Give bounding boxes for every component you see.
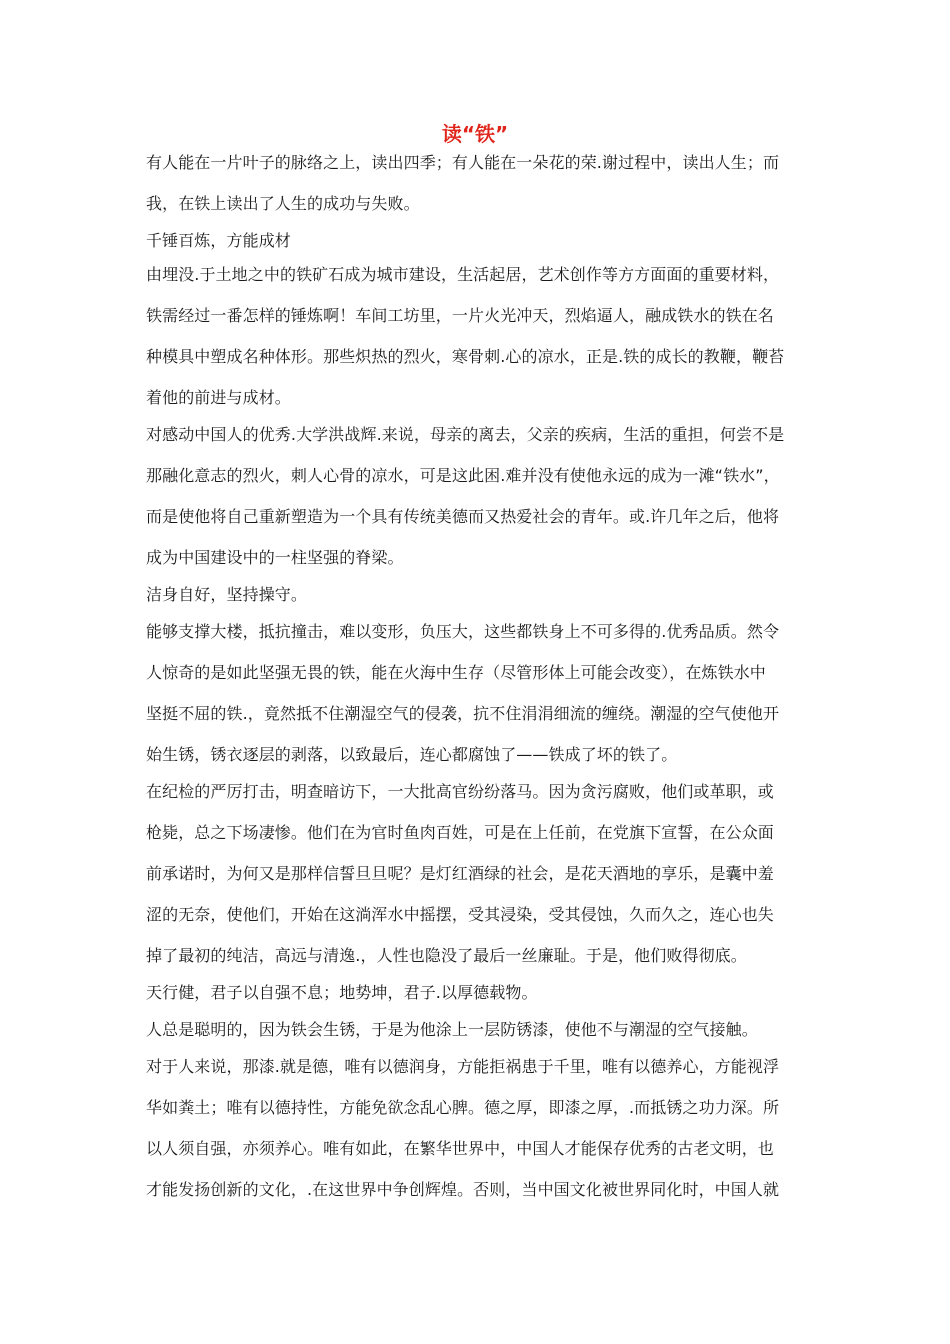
text-line: 以人须自强，亦须养心。唯有如此，在繁华世界中，中国人才能保存优秀的古老文明，也 [146, 1139, 774, 1158]
section-heading: 洁身自好，坚持操守。 [146, 585, 308, 604]
text-line: 成为中国建设中的一柱坚强的脊梁。 [146, 548, 404, 567]
text-line: 人惊奇的是如此坚强无畏的铁，能在火海中生存（尽管形体上可能会改变），在炼铁水中 [146, 663, 766, 682]
text-line: 对感动中国人的优秀.大学洪战辉.来说，母亲的离去，父亲的疾病，生活的重担，何尝不是 [146, 425, 785, 444]
essay-title: 读“铁” [441, 122, 509, 146]
text-line: 始生锈，锈衣逐层的剥落，以致最后，连心都腐蚀了——铁成了坏的铁了。 [146, 745, 678, 764]
text-line: 前承诺时，为何又是那样信誓旦旦呢？是灯红酒绿的社会，是花天酒地的享乐，是囊中羞 [146, 864, 774, 883]
text-line: 我，在铁上读出了人生的成功与失败。 [146, 194, 420, 213]
text-line: 由埋没.于土地之中的铁矿石成为城市建设，生活起居，艺术创作等方方面面的重要材料， [146, 265, 780, 284]
section-heading: 天行健，君子以自强不息；地势坤，君子.以厚德载物。 [146, 983, 538, 1002]
text-line: 对于人来说，那漆.就是德，唯有以德润身，方能拒祸患于千里，唯有以德养心，方能视浮 [146, 1057, 780, 1076]
text-line: 在纪检的严厉打击，明查暗访下，一大批高官纷纷落马。因为贪污腐败，他们或革职，或 [146, 782, 774, 801]
text-line: 华如粪土；唯有以德持性，方能免欲念乱心脾。德之厚，即漆之厚，.而抵锈之功力深。所 [146, 1098, 780, 1117]
text-line: 铁需经过一番怎样的锤炼啊！车间工坊里，一片火光冲天，烈焰逼人，融成铁水的铁在名 [146, 306, 774, 325]
text-line: 才能发扬创新的文化，.在这世界中争创辉煌。否则，当中国文化被世界同化时，中国人就 [146, 1180, 780, 1199]
text-line: 坚挺不屈的铁.，竟然抵不住潮湿空气的侵袭，抗不住涓涓细流的缠绕。潮湿的空气使他开 [146, 704, 780, 723]
section-heading: 千锤百炼，方能成材 [146, 231, 291, 250]
text-line: 种模具中塑成名种体形。那些炽热的烈火，寒骨刺.心的凉水，正是.铁的成长的教鞭，鞭苔 [146, 347, 785, 366]
text-line: 而是使他将自己重新塑造为一个具有传统美德而又热爱社会的青年。或.许几年之后，他将 [146, 507, 780, 526]
text-line: 掉了最初的纯洁，高远与清逸.，人性也隐没了最后一丝廉耻。于是，他们败得彻底。 [146, 946, 747, 965]
text-line: 人总是聪明的，因为铁会生锈，于是为他涂上一层防锈漆，使他不与潮湿的空气接触。 [146, 1020, 758, 1039]
text-line: 枪毙，总之下场凄惨。他们在为官时鱼肉百姓，可是在上任前，在党旗下宣誓，在公众面 [146, 823, 774, 842]
text-line: 着他的前进与成材。 [146, 388, 291, 407]
text-line: 能够支撑大楼，抵抗撞击，难以变形，负压大，这些都铁身上不可多得的.优秀品质。然令 [146, 622, 780, 641]
text-line: 有人能在一片叶子的脉络之上，读出四季；有人能在一朵花的荣.谢过程中，读出人生；而 [146, 153, 780, 172]
text-line: 涩的无奈，使他们，开始在这淌浑水中摇摆，受其浸染，受其侵蚀，久而久之，连心也失 [146, 905, 774, 924]
text-line: 那融化意志的烈火，刺人心骨的凉水，可是这此困.难并没有使他永远的成为一滩“铁水”， [146, 466, 780, 485]
